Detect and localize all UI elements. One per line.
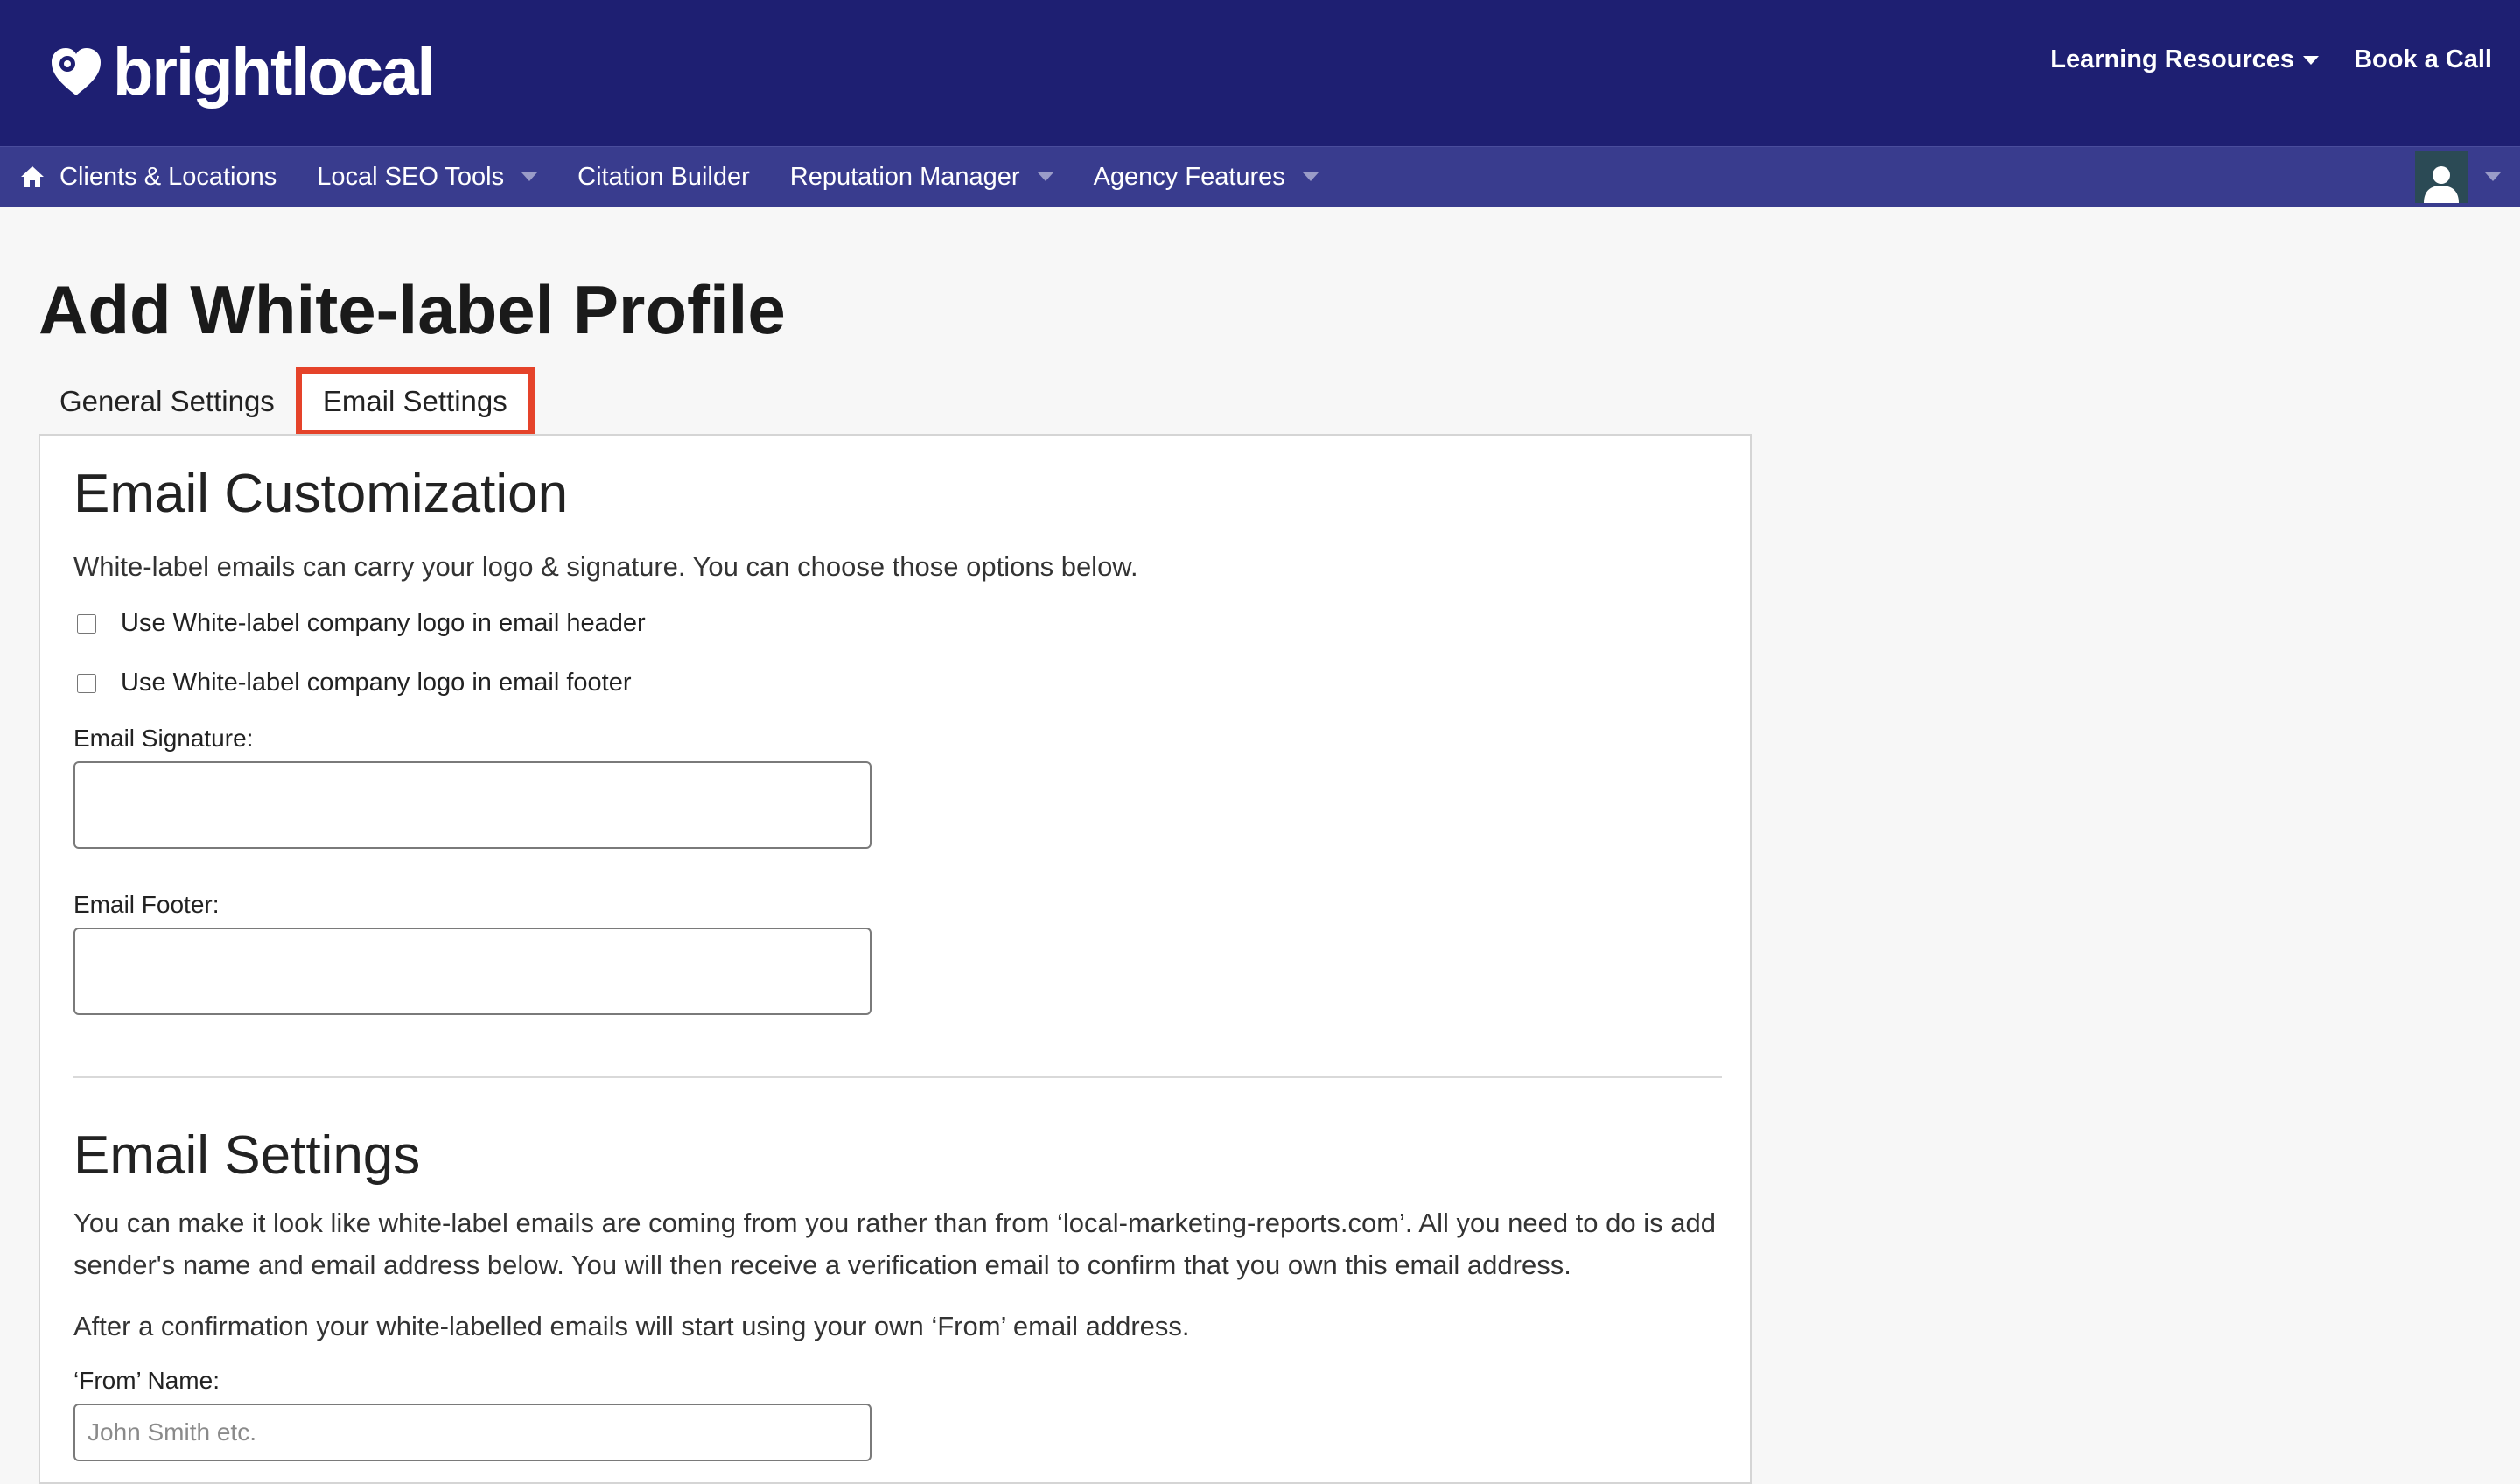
book-a-call-link[interactable] bbox=[2354, 46, 2492, 74]
email-settings-panel bbox=[38, 434, 1752, 1484]
page-title: Add White-label Profile bbox=[38, 271, 786, 348]
avatar[interactable] bbox=[2415, 150, 2468, 203]
tab-general-settings[interactable]: General Settings bbox=[60, 385, 275, 417]
nav-label: Reputation Manager bbox=[789, 162, 1020, 191]
chevron-down-icon bbox=[1303, 172, 1319, 181]
top-links bbox=[2050, 46, 2492, 74]
nav-item-agency-features[interactable] bbox=[1094, 163, 1319, 192]
home-icon bbox=[19, 164, 46, 190]
email-signature-field[interactable] bbox=[74, 761, 872, 849]
email-customization-intro: White-label emails can carry your logo & signature. You can choose those options below. bbox=[74, 551, 1138, 582]
email-footer-label: Email Footer: bbox=[74, 891, 220, 918]
nav-label: Citation Builder bbox=[578, 162, 750, 191]
nav-label: Local SEO Tools bbox=[317, 162, 505, 191]
heart-pin-logo-icon bbox=[48, 45, 104, 101]
header-logo-option bbox=[74, 609, 646, 638]
header-logo-label: Use White-label company logo in email header bbox=[121, 609, 646, 637]
footer-logo-label: Use White-label company logo in email footer bbox=[121, 668, 632, 696]
chevron-down-icon bbox=[1038, 172, 1054, 181]
settings-tabs bbox=[38, 368, 535, 436]
email-footer-field[interactable] bbox=[74, 928, 872, 1015]
user-menu[interactable] bbox=[2415, 147, 2501, 206]
learning-resources-link[interactable] bbox=[2050, 46, 2319, 74]
brightlocal-logo[interactable] bbox=[48, 33, 433, 112]
chevron-down-icon[interactable] bbox=[2485, 172, 2501, 181]
chevron-down-icon bbox=[2303, 56, 2319, 65]
nav-item-clients-locations[interactable] bbox=[19, 163, 276, 192]
learning-resources-label: Learning Resources bbox=[2050, 46, 2295, 74]
from-name-label: ‘From’ Name: bbox=[74, 1367, 220, 1394]
nav-item-local-seo-tools[interactable] bbox=[317, 163, 537, 192]
email-settings-description: You can make it look like white-label emails are coming from you rather than from ‘local-marketing-reports.com’. All you need to do is add sender's name and email address below. You will then receive a verification email to confirm that you own this email address. bbox=[74, 1208, 1716, 1280]
book-a-call-label: Book a Call bbox=[2354, 46, 2492, 74]
tab-email-settings[interactable]: Email Settings bbox=[296, 368, 535, 436]
brand-name: brightlocal bbox=[113, 35, 434, 109]
email-settings-heading: Email Settings bbox=[74, 1125, 421, 1186]
nav-item-reputation-manager[interactable] bbox=[790, 163, 1054, 192]
footer-logo-checkbox[interactable] bbox=[77, 674, 96, 693]
main-nav bbox=[0, 146, 2520, 206]
footer-logo-option bbox=[74, 668, 632, 697]
nav-item-citation-builder[interactable] bbox=[578, 163, 750, 192]
nav-label: Agency Features bbox=[1093, 162, 1285, 191]
email-signature-label: Email Signature: bbox=[74, 724, 254, 752]
user-avatar-icon bbox=[2422, 161, 2460, 203]
email-settings-confirmation-note: After a confirmation your white-labelled emails will start using your own ‘From’ email address. bbox=[74, 1311, 1190, 1341]
nav-label: Clients & Locations bbox=[60, 162, 277, 191]
from-name-input[interactable] bbox=[74, 1404, 872, 1461]
top-header bbox=[0, 0, 2520, 146]
section-divider bbox=[74, 1076, 1722, 1078]
chevron-down-icon bbox=[522, 172, 537, 181]
email-customization-heading: Email Customization bbox=[74, 464, 569, 524]
header-logo-checkbox[interactable] bbox=[77, 614, 96, 634]
